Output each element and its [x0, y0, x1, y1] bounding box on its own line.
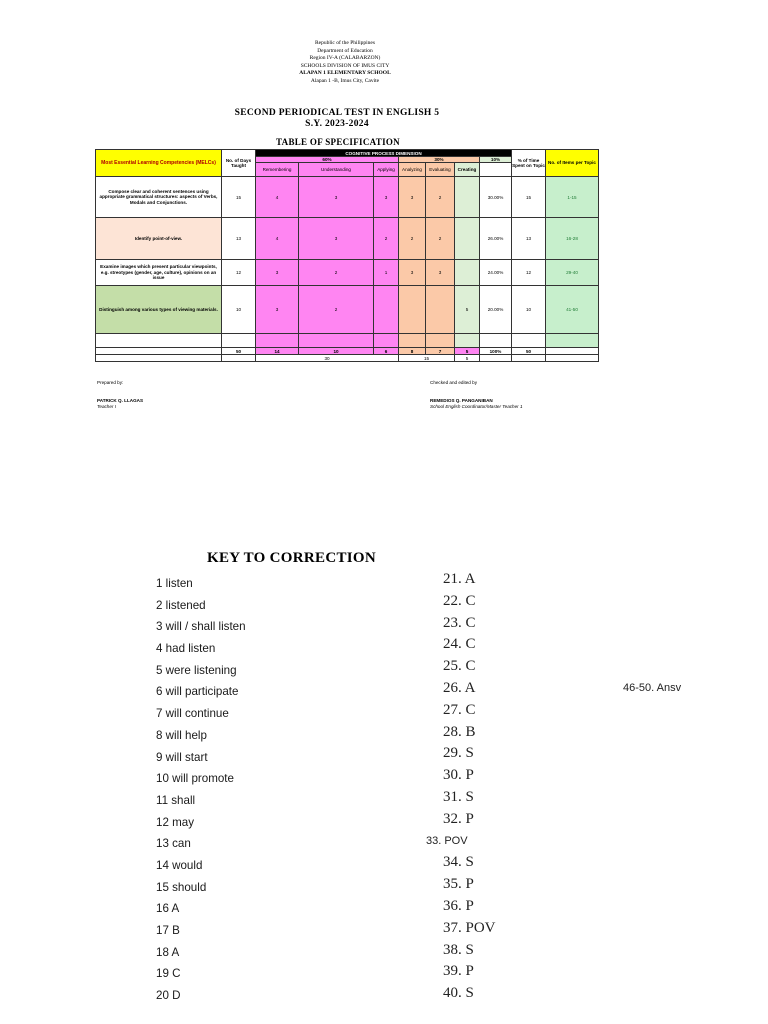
answer-item: 8 will help — [156, 728, 207, 742]
answer-item: 12 may — [156, 815, 195, 829]
answer-item: 36. P — [443, 897, 474, 914]
understanding-cell: 2 — [299, 260, 374, 286]
table-row — [96, 286, 599, 334]
answer-item: 27. C — [443, 701, 476, 718]
applying-cell: 3 — [374, 177, 399, 218]
creating-cell: 5 — [455, 286, 480, 334]
subtotal-middle: 15 — [399, 355, 455, 362]
answer-side-note: 46-50. Ansv — [623, 682, 682, 694]
answer-item: 14 would — [156, 858, 203, 872]
answer-item: 30. P — [443, 767, 474, 784]
remembering-cell: 3 — [256, 260, 299, 286]
remembering-header: Remembering — [256, 163, 299, 177]
answer-item: 38. S — [443, 941, 474, 958]
applying-header: Applying — [374, 163, 399, 177]
answer-key-left — [156, 573, 246, 1007]
checked-position: School English Coordinator/Master Teacher 1 — [430, 404, 523, 409]
key-title: KEY TO CORRECTION — [207, 550, 377, 566]
time-cell: 26.00% — [480, 218, 512, 260]
dimension-header: COGNITIVE PROCESS DIMENSION — [256, 150, 512, 157]
answer-key-right — [426, 569, 496, 1005]
remembering-cell: 4 — [256, 177, 299, 218]
placement-cell: 29-40 — [546, 260, 599, 286]
totals-row — [96, 348, 599, 355]
analyzing-cell: 3 — [399, 177, 426, 218]
answer-item: 25. C — [443, 658, 476, 675]
evaluating-cell: 2 — [426, 177, 455, 218]
total-evaluating: 7 — [426, 348, 455, 355]
answer-item: 1 listen — [156, 577, 193, 590]
answer-item: 17 B — [156, 924, 180, 937]
prepared-position: Teacher I — [97, 404, 116, 409]
answer-item: 31. S — [443, 788, 474, 805]
answer-item: 16 A — [156, 902, 180, 916]
answer-item: 20 D — [156, 989, 181, 1003]
days-cell: 10 — [222, 286, 256, 334]
test-title-line: SECOND PERIODICAL TEST IN ENGLISH 5 — [234, 108, 440, 118]
placement-cell: 1-15 — [546, 177, 599, 218]
analyzing-cell: 3 — [399, 260, 426, 286]
answer-item: 39. P — [443, 963, 474, 980]
competency-cell: Examine images which present particular viewpoints, e.g. streotypes (gender, age, culture), opinions on an issue — [96, 260, 222, 286]
understanding-cell: 3 — [299, 218, 374, 260]
answer-item: 26. A — [443, 679, 476, 696]
analyzing-header: Analyzing — [399, 163, 426, 177]
prepared-label: Prepared by: — [97, 380, 124, 385]
understanding-header: Understanding — [299, 163, 374, 177]
answer-item: 7 will continue — [156, 707, 229, 721]
applying-cell — [374, 286, 399, 334]
answer-item: 3 will / shall listen — [156, 620, 246, 634]
applying-cell: 1 — [374, 260, 399, 286]
evaluating-cell: 2 — [426, 218, 455, 260]
pct-30: 30% — [399, 157, 480, 163]
competency-cell: Compose clear and coherent sentences using appropriate grammatical structures: aspects of Verbs, Modals and Conjunctions. — [96, 177, 222, 218]
prepared-name: PATRICK Q. LLAGAS — [97, 398, 144, 403]
subtotal-lower: 30 — [256, 355, 399, 362]
pct-60: 60% — [256, 157, 399, 163]
competency-cell: Identify point-of-view. — [96, 218, 222, 260]
answer-item: 34. S — [443, 854, 474, 871]
items-cell: 12 — [512, 260, 546, 286]
understanding-cell: 3 — [299, 177, 374, 218]
answer-item: 9 will start — [156, 750, 208, 764]
header-line: Republic of the Philippines — [314, 40, 376, 46]
days-cell: 12 — [222, 260, 256, 286]
answer-item: 21. A — [443, 571, 476, 587]
checked-name: REMEDIOS Q. PANGANIBAN — [430, 398, 493, 403]
answer-item: 37. POV — [443, 919, 496, 936]
days-cell: 15 — [222, 177, 256, 218]
test-title — [0, 108, 674, 130]
blank-row — [96, 334, 599, 348]
items-cell: 13 — [512, 218, 546, 260]
placement-cell: 41-50 — [546, 286, 599, 334]
answer-item: 33. POV — [426, 834, 468, 847]
creating-cell — [455, 177, 480, 218]
answer-item: 35. P — [443, 876, 474, 893]
evaluating-header: Evaluating — [426, 163, 455, 177]
total-days: 50 — [222, 348, 256, 355]
school-address: Alapan 1 -B, Imus City, Cavite — [310, 77, 380, 84]
answer-item: 11 shall — [156, 793, 196, 807]
items-cell: 15 — [512, 177, 546, 218]
checked-label: Checked and edited by — [430, 380, 477, 385]
items-header: No. of Items per Topic — [546, 150, 599, 177]
creating-header: Creating — [455, 163, 480, 177]
answer-item: 28. B — [443, 723, 476, 740]
subtotal-upper: 5 — [455, 355, 480, 362]
answer-item: 19 C — [156, 967, 181, 981]
time-cell: 20.00% — [480, 286, 512, 334]
answer-item: 22. C — [443, 592, 476, 609]
understanding-cell: 2 — [299, 286, 374, 334]
evaluating-cell — [426, 286, 455, 334]
answer-item: 4 had listen — [156, 642, 216, 656]
school-header — [0, 40, 690, 86]
answer-item: 10 will promote — [156, 772, 234, 786]
answer-item: 18 A — [156, 945, 180, 959]
table-row — [96, 177, 599, 218]
total-remembering: 14 — [256, 348, 299, 355]
answer-item: 32. P — [443, 810, 474, 827]
pct-10: 10% — [480, 157, 512, 163]
answer-item: 23. C — [443, 614, 476, 631]
answer-item: 15 should — [156, 880, 207, 894]
placement-cell: 16-28 — [546, 218, 599, 260]
table-row — [96, 260, 599, 286]
total-analyzing: 8 — [399, 348, 426, 355]
header-line: SCHOOLS DIVISION OF IMUS CITY — [300, 62, 390, 69]
answer-item: 6 will participate — [156, 685, 239, 699]
answer-item: 24. C — [443, 636, 476, 653]
answer-item: 5 were listening — [156, 663, 237, 677]
tos-title: TABLE OF SPECIFICATION — [276, 137, 400, 147]
evaluating-cell: 3 — [426, 260, 455, 286]
time-cell: 30.00% — [480, 177, 512, 218]
subtotals-row — [96, 355, 599, 362]
school-name: ALAPAN 1 ELEMENTARY SCHOOL — [299, 70, 391, 77]
creating-cell — [455, 218, 480, 260]
total-applying: 6 — [374, 348, 399, 355]
school-year: S.Y. 2023-2024 — [305, 119, 369, 129]
table-row — [96, 218, 599, 260]
applying-cell: 2 — [374, 218, 399, 260]
remembering-cell: 4 — [256, 218, 299, 260]
total-time: 100% — [480, 348, 512, 355]
answer-item: 13 can — [156, 837, 191, 851]
header-line: Department of Education — [317, 47, 373, 54]
competency-cell: Distinguish among various types of viewing materials. — [96, 286, 222, 334]
total-creating: 5 — [455, 348, 480, 355]
days-cell: 13 — [222, 218, 256, 260]
answer-item: 29. S — [443, 745, 474, 762]
analyzing-cell — [399, 286, 426, 334]
creating-cell — [455, 260, 480, 286]
remembering-cell: 3 — [256, 286, 299, 334]
time-cell: 24.00% — [480, 260, 512, 286]
time-header: % of Time Spent on Topic — [512, 150, 546, 177]
header-line: Region IV-A (CALABARZON) — [309, 55, 381, 62]
items-cell: 10 — [512, 286, 546, 334]
answer-item: 2 listened — [156, 598, 206, 612]
answer-item: 40. S — [443, 985, 474, 1002]
melc-header: Most Essential Learning Competencies (MELCs) — [96, 150, 222, 177]
total-understanding: 10 — [299, 348, 374, 355]
analyzing-cell: 2 — [399, 218, 426, 260]
specification-table — [95, 149, 599, 362]
total-items: 50 — [512, 348, 546, 355]
days-header: No. of Days Taught — [222, 150, 256, 177]
